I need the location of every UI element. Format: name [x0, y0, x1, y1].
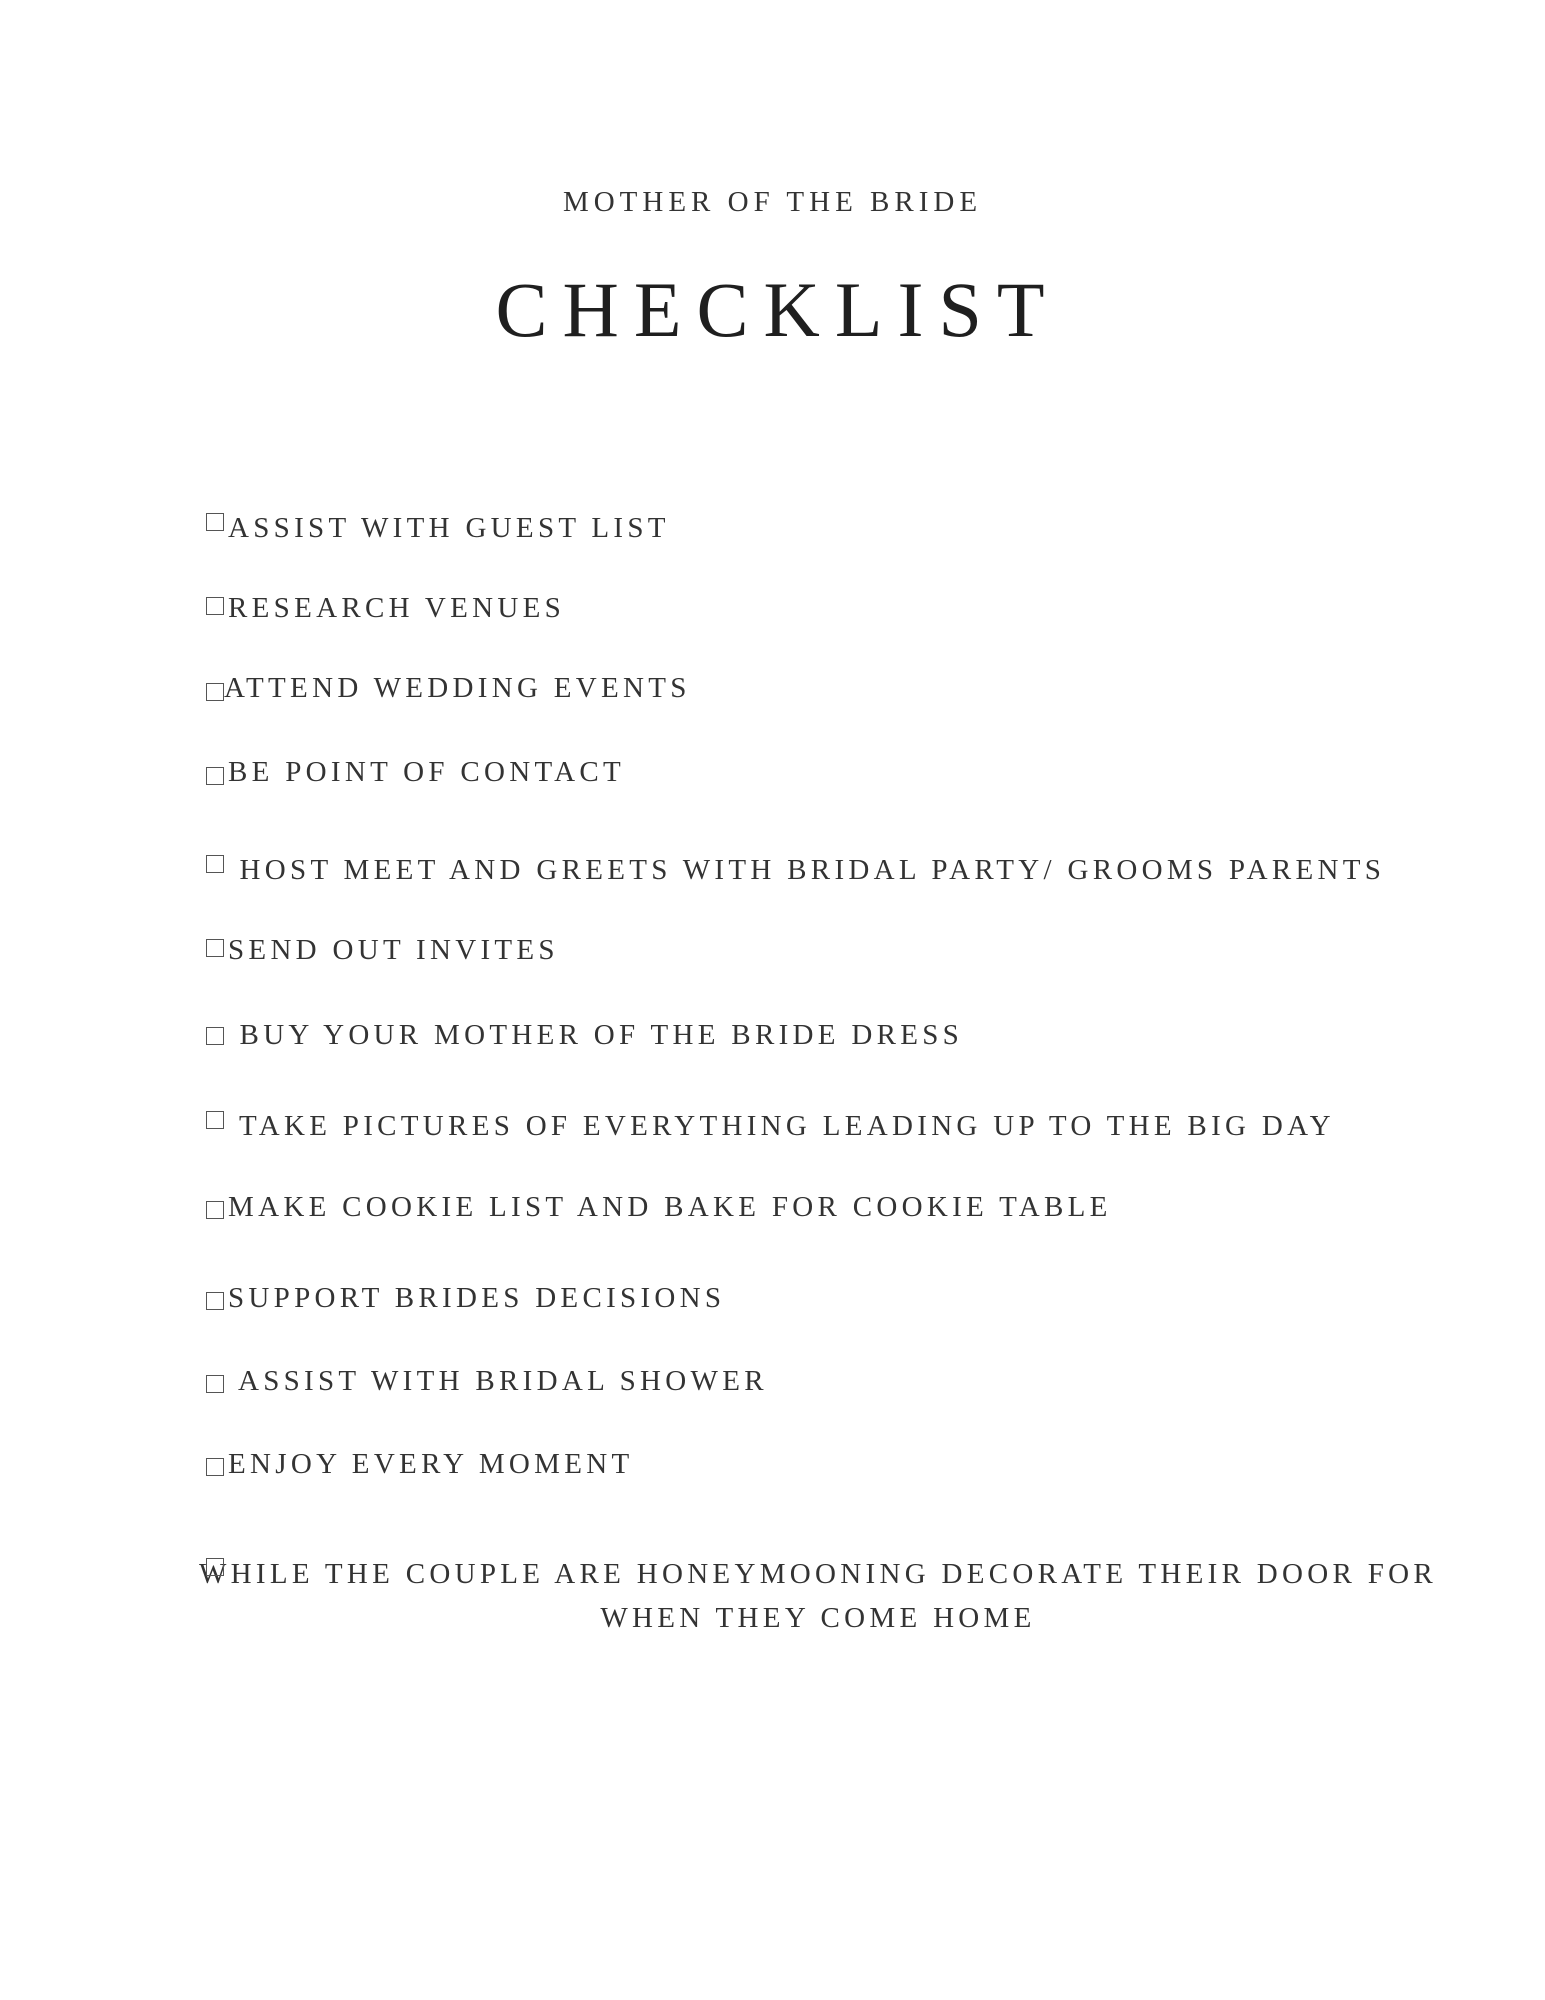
- checkbox-icon[interactable]: [206, 1458, 224, 1476]
- checklist-item-label: ASSIST WITH BRIDAL SHOWER: [228, 1365, 768, 1397]
- checkbox-icon[interactable]: [206, 939, 224, 957]
- checklist-item-label: MAKE COOKIE LIST AND BAKE FOR COOKIE TABLE: [228, 1191, 1112, 1223]
- page-subtitle: MOTHER OF THE BRIDE: [562, 186, 983, 218]
- checkbox-icon[interactable]: [206, 1201, 224, 1219]
- checklist-item[interactable]: [206, 1015, 963, 1055]
- checklist-item-label: RESEARCH VENUES: [228, 592, 566, 624]
- checklist-item[interactable]: [206, 752, 625, 792]
- checklist-item[interactable]: [206, 1106, 1335, 1146]
- checklist-item-label: ASSIST WITH GUEST LIST: [228, 512, 670, 544]
- checkbox-icon[interactable]: [206, 1292, 224, 1310]
- checklist-item[interactable]: [206, 1278, 725, 1318]
- checklist-item-label: BUY YOUR MOTHER OF THE BRIDE DRESS: [228, 1019, 964, 1051]
- checklist-item-label: ENJOY EVERY MOMENT: [228, 1448, 634, 1480]
- checkbox-icon[interactable]: [206, 1375, 224, 1393]
- checklist-item[interactable]: [206, 668, 691, 708]
- checklist-item-label: HOST MEET AND GREETS WITH BRIDAL PARTY/ GROOMS PARENTS: [228, 854, 1386, 886]
- checkbox-icon[interactable]: [206, 1558, 224, 1576]
- checkbox-icon[interactable]: [206, 767, 224, 785]
- checklist-item[interactable]: [206, 930, 559, 970]
- checkbox-icon[interactable]: [206, 513, 224, 531]
- page-title: CHECKLIST: [495, 266, 1060, 353]
- checkbox-icon[interactable]: [206, 597, 224, 615]
- checklist-item[interactable]: [206, 1444, 634, 1484]
- checklist-item-label: WHILE THE COUPLE ARE HONEYMOONING DECORATE THEIR DOOR FOR WHEN THEY COME HOME: [198, 1558, 1438, 1634]
- checklist-item[interactable]: [206, 588, 565, 628]
- checklist-item[interactable]: [198, 1552, 1438, 1640]
- checklist-item[interactable]: [206, 850, 1385, 890]
- checkbox-icon[interactable]: [206, 683, 224, 701]
- checklist-item[interactable]: [206, 508, 670, 548]
- checklist-item-label: TAKE PICTURES OF EVERYTHING LEADING UP TO THE BIG DAY: [228, 1110, 1335, 1142]
- checklist-item-label: SEND OUT INVITES: [228, 934, 559, 966]
- checkbox-icon[interactable]: [206, 855, 224, 873]
- checklist-item-label: BE POINT OF CONTACT: [228, 756, 626, 788]
- checklist-item[interactable]: [206, 1187, 1112, 1227]
- checklist-item[interactable]: [206, 1361, 768, 1401]
- checkbox-icon[interactable]: [206, 1111, 224, 1129]
- checklist-item-label: SUPPORT BRIDES DECISIONS: [228, 1282, 726, 1314]
- checkbox-icon[interactable]: [206, 1027, 224, 1045]
- checklist-item-label: ATTEND WEDDING EVENTS: [224, 672, 691, 704]
